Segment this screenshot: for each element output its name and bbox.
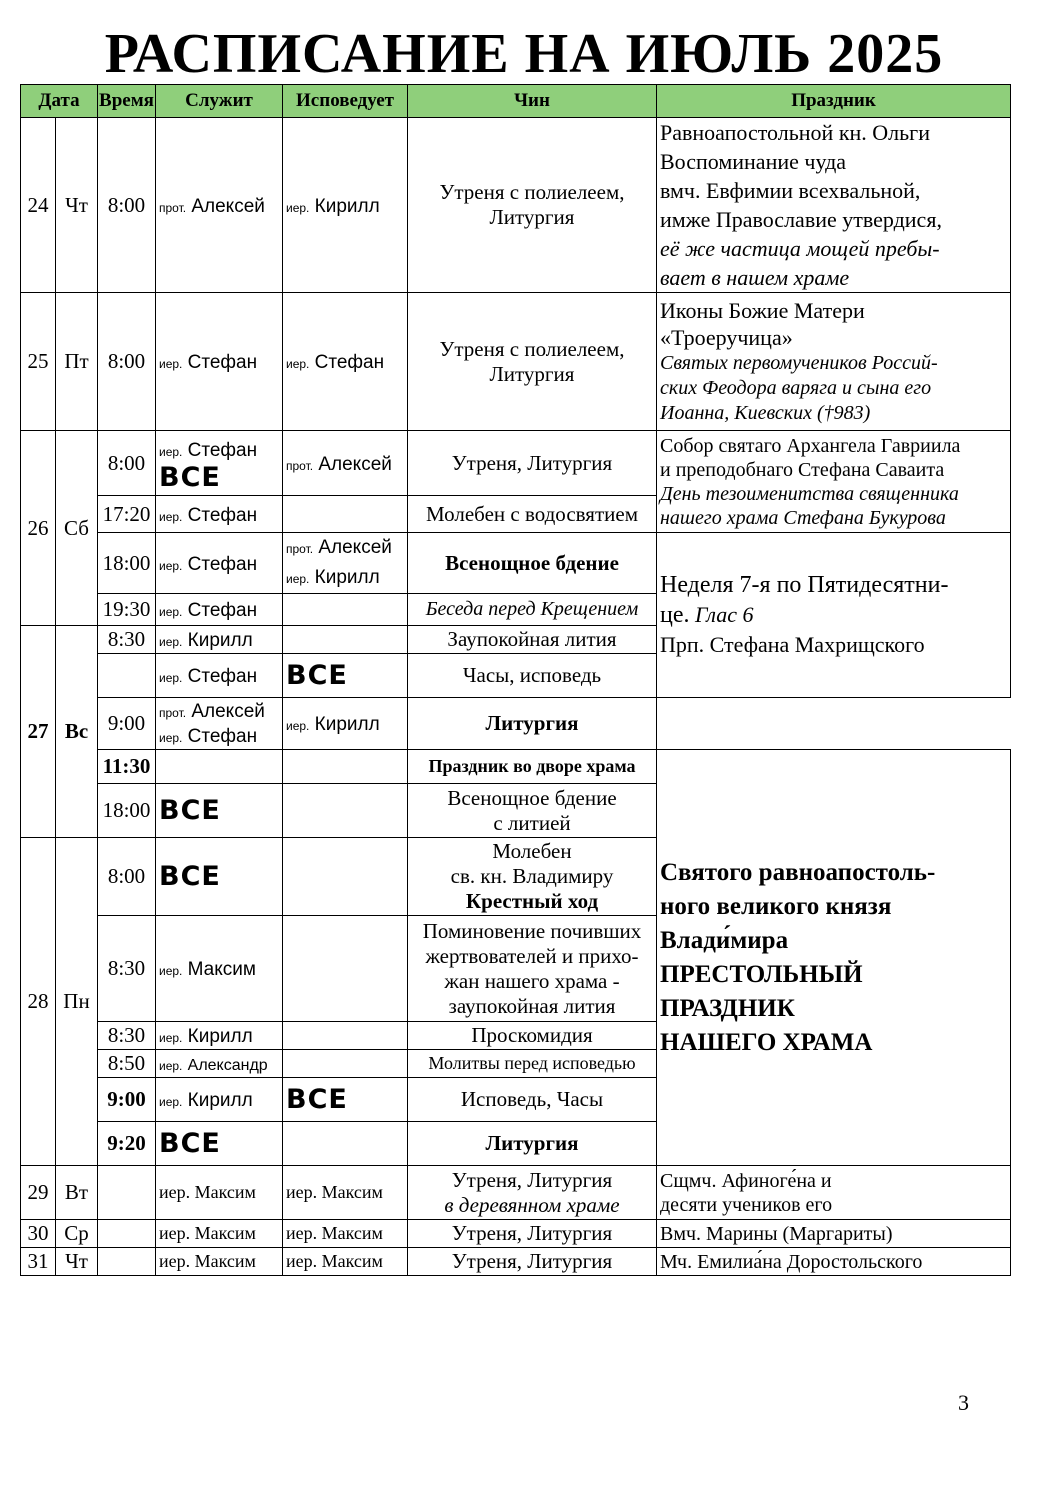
rite: Утреня с полиелеем, Литургия <box>408 118 657 293</box>
rite: Утреня, Литургия в деревянном храме <box>408 1166 657 1220</box>
confesses-cell: ВСЕ <box>283 654 408 698</box>
feast-cell: Неделя 7-я по Пятидесятни- це. Глас 6 Прп. Стефана Махрищского <box>657 533 1011 698</box>
confesses-cell <box>283 1050 408 1078</box>
confesses-cell <box>283 750 408 784</box>
weekday: Пн <box>56 838 98 1166</box>
time: 18:00 <box>98 784 156 838</box>
confesses-cell: иер. Кирилл <box>283 118 408 293</box>
confesses-cell <box>283 784 408 838</box>
time: 17:20 <box>98 496 156 533</box>
day-number: 31 <box>21 1248 56 1276</box>
serves-cell: иер. Максим <box>156 1166 283 1220</box>
serves-cell: иер. Стефан <box>156 654 283 698</box>
time: 8:00 <box>98 431 156 496</box>
rite: Литургия <box>408 1122 657 1166</box>
page-title: РАСПИСАНИЕ НА ИЮЛЬ 2025 <box>104 23 944 85</box>
rite: Утреня, Литургия <box>408 1248 657 1276</box>
time: 9:20 <box>98 1122 156 1166</box>
confesses-cell <box>283 626 408 654</box>
serves-cell: иер. Максим <box>156 916 283 1022</box>
feast-cell: Собор святаго Архангела Гавриила и преподобнаго Стефана Саваита День тезоименитства священника нашего храма Стефана Букурова <box>657 431 1011 533</box>
time: 18:00 <box>98 533 156 594</box>
table-row <box>21 1166 1011 1220</box>
confesses-cell: прот. Алексей <box>283 431 408 496</box>
serves-cell <box>156 750 283 784</box>
rite: Поминовение почивших жертвователей и прихо- жан нашего храма - заупокойная лития <box>408 916 657 1022</box>
rite: Часы, исповедь <box>408 654 657 698</box>
confesses-cell: прот. Алексей иер. Кирилл <box>283 533 408 594</box>
feast-cell: Вмч. Марины (Маргариты) <box>657 1220 1011 1248</box>
rite: Всенощное бдение с литией <box>408 784 657 838</box>
day-number: 24 <box>21 118 56 293</box>
time: 8:30 <box>98 1022 156 1050</box>
table-row <box>21 293 1011 431</box>
schedule-table <box>20 84 1011 1276</box>
time <box>98 1220 156 1248</box>
weekday: Чт <box>56 118 98 293</box>
col-rite: Чин <box>408 85 657 118</box>
rite: Молебен с водосвятием <box>408 496 657 533</box>
table-row <box>21 750 1011 784</box>
day-number: 27 <box>21 626 56 838</box>
serves-cell: прот. Алексей <box>156 118 283 293</box>
feast-cell: Мч. Емилиа́на Доростольского <box>657 1248 1011 1276</box>
confesses-cell <box>283 496 408 533</box>
serves-cell: иер. Максим <box>156 1248 283 1276</box>
serves-cell: ВСЕ <box>156 838 283 916</box>
confesses-cell <box>283 1122 408 1166</box>
rite: Утреня, Литургия <box>408 431 657 496</box>
time: 8:00 <box>98 118 156 293</box>
serves-cell: прот. Алексей иер. Стефан <box>156 698 283 750</box>
feast-cell: Сщмч. Афиноге́на и десяти учеников его <box>657 1166 1011 1220</box>
rite: Молитвы перед исповедью <box>408 1050 657 1078</box>
rite: Исповедь, Часы <box>408 1078 657 1122</box>
weekday: Пт <box>56 293 98 431</box>
col-time: Время <box>98 85 156 118</box>
rite: Утреня с полиелеем, Литургия <box>408 293 657 431</box>
time: 9:00 <box>98 698 156 750</box>
serves-cell: иер. Кирилл <box>156 1078 283 1122</box>
table-row <box>21 533 1011 594</box>
day-number: 26 <box>21 431 56 626</box>
page-number: 3 <box>958 1390 969 1415</box>
time: 11:30 <box>98 750 156 784</box>
confesses-cell <box>283 1022 408 1050</box>
feast-cell: Иконы Божие Матери «Троеручица» Святых первомучеников Россий- ских Феодора варяга и сына его Иоанна, Киевских (†983) <box>657 293 1011 431</box>
table-row <box>21 431 1011 496</box>
serves-cell: иер. Кирилл <box>156 1022 283 1050</box>
weekday: Ср <box>56 1220 98 1248</box>
confesses-cell: иер. Стефан <box>283 293 408 431</box>
table-row <box>21 1220 1011 1248</box>
time <box>98 654 156 698</box>
time: 8:00 <box>98 838 156 916</box>
time <box>98 1248 156 1276</box>
confesses-cell: ВСЕ <box>283 1078 408 1122</box>
serves-cell: иер. Стефан <box>156 293 283 431</box>
confesses-cell: иер. Максим <box>283 1220 408 1248</box>
rite: Молебен св. кн. Владимиру Крестный ход <box>408 838 657 916</box>
table-row <box>21 698 1011 750</box>
serves-cell: иер. Максим <box>156 1220 283 1248</box>
serves-cell: ВСЕ <box>156 784 283 838</box>
time: 19:30 <box>98 594 156 626</box>
day-number: 28 <box>21 838 56 1166</box>
serves-cell: иер. Кирилл <box>156 626 283 654</box>
serves-cell: ВСЕ <box>156 1122 283 1166</box>
rite: Заупокойная лития <box>408 626 657 654</box>
day-number: 30 <box>21 1220 56 1248</box>
confesses-cell: иер. Максим <box>283 1166 408 1220</box>
col-serves: Служит <box>156 85 283 118</box>
confesses-cell: иер. Кирилл <box>283 698 408 750</box>
serves-cell: иер. Стефан <box>156 533 283 594</box>
rite: Проскомидия <box>408 1022 657 1050</box>
confesses-cell <box>283 916 408 1022</box>
header-row <box>21 85 1011 118</box>
confesses-cell <box>283 838 408 916</box>
day-number: 25 <box>21 293 56 431</box>
time <box>98 1166 156 1220</box>
rite: Всенощное бдение <box>408 533 657 594</box>
col-confesses: Исповедует <box>283 85 408 118</box>
col-date: Дата <box>21 85 98 118</box>
confesses-cell <box>283 594 408 626</box>
rite: Утреня, Литургия <box>408 1220 657 1248</box>
time: 8:00 <box>98 293 156 431</box>
col-feast: Праздник <box>657 85 1011 118</box>
confesses-cell: иер. Максим <box>283 1248 408 1276</box>
weekday: Сб <box>56 431 98 626</box>
rite: Беседа перед Крещением <box>408 594 657 626</box>
feast-cell: Святого равноапостоль- ного великого князя Влади́мира ПРЕСТОЛЬНЫЙ ПРАЗДНИК НАШЕГО ХРАМА <box>657 750 1011 1166</box>
serves-cell: иер. Александр <box>156 1050 283 1078</box>
table-row <box>21 1248 1011 1276</box>
serves-cell: иер. Стефан <box>156 496 283 533</box>
time: 9:00 <box>98 1078 156 1122</box>
day-number: 29 <box>21 1166 56 1220</box>
rite: Литургия <box>408 698 657 750</box>
time: 8:30 <box>98 626 156 654</box>
serves-cell: иер. Стефан ВСЕ <box>156 431 283 496</box>
feast-cell: Равноапостольной кн. Ольги Воспоминание чуда вмч. Евфимии всехвальной, имже Православие утвердися, её же частица мощей пребы- вает в нашем храме <box>657 118 1011 293</box>
time: 8:30 <box>98 916 156 1022</box>
serves-cell: иер. Стефан <box>156 594 283 626</box>
weekday: Чт <box>56 1248 98 1276</box>
rite: Праздник во дворе храма <box>408 750 657 784</box>
time: 8:50 <box>98 1050 156 1078</box>
weekday: Вт <box>56 1166 98 1220</box>
table-row <box>21 118 1011 293</box>
weekday: Вс <box>56 626 98 838</box>
